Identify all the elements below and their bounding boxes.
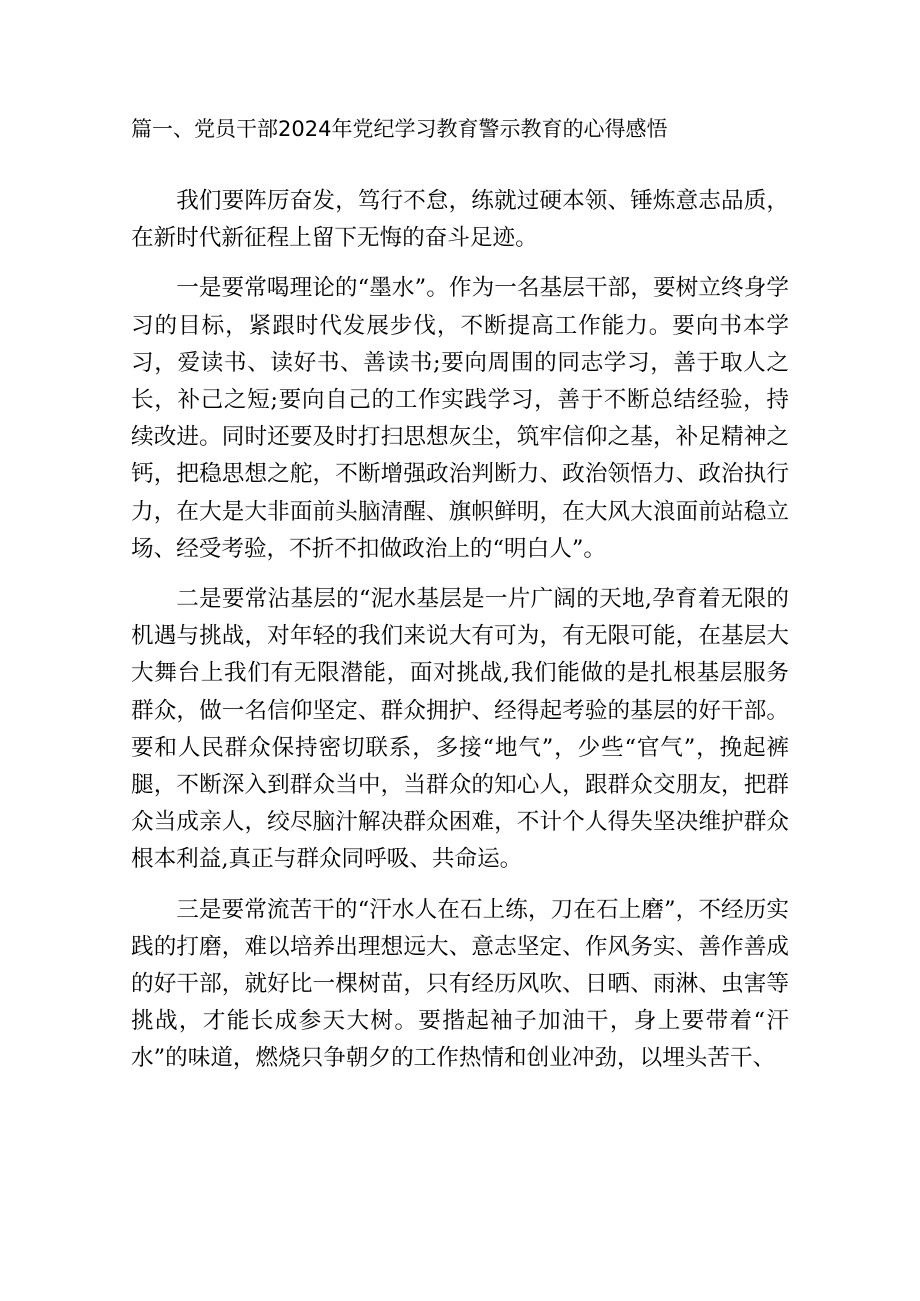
paragraph: 二是要常沾基层的“泥水基层是一片广阔的天地,孕育着无限的机遇与挑战，对年轻的我们来说大有可为，有无限可能，在基层大大舞台上我们有无限潜能，面对挑战,我们能做的是扎根基层服务群众，做一名信仰坚定、群众拥护、经得起考验的基层的好干部。要和人民群众保持密切联系，多接“地气”，少些“官气”，挽起裤腿，不断深入到群众当中，当群众的知心人，跟群众交朋友，把群众当成亲人，绞尽脑汁解决群众困难，不计个人得失坚决维护群众根本利益,真正与群众同呼吸、共命运。 — [131, 586, 789, 873]
paragraph: 三是要常流苦干的“汗水人在石上练，刀在石上磨”，不经历实践的打磨，难以培养出理想远大、意志坚定、作风务实、善作善成的好干部，就好比一棵树苗，只有经历风吹、日晒、雨淋、虫害等挑战，才能长成参天大树。要揩起袖子加油干，身上要带着“汗水”的味道，燃烧只争朝夕的工作热情和创业冲劲，以埋头苦干、 — [131, 896, 789, 1072]
document-body — [131, 183, 789, 1091]
document-title: 篇一、党员干部2024年党纪学习教育警示教育的心得感悟 — [131, 117, 668, 141]
paragraph: 我们要阵厉奋发，笃行不怠，练就过硬本领、锤炼意志品质，在新时代新征程上留下无悔的奋斗足迹。 — [131, 188, 789, 252]
paragraph: 一是要常喝理论的“墨水”。作为一名基层干部，要树立终身学习的目标，紧跟时代发展步伐，不断提高工作能力。要向书本学习，爱读书、读好书、善读书;要向周围的同志学习，善于取人之长，补己之短;要向自己的工作实践学习，善于不断总结经验，持续改进。同时还要及时打扫思想灰尘，筑牢信仰之基，补足精神之钙，把稳思想之舵，不断增强政治判断力、政治领悟力、政治执行力，在大是大非面前头脑清醒、旗帜鲜明，在大风大浪面前站稳立场、经受考验，不折不扣做政治上的“明白人”。 — [131, 275, 789, 562]
